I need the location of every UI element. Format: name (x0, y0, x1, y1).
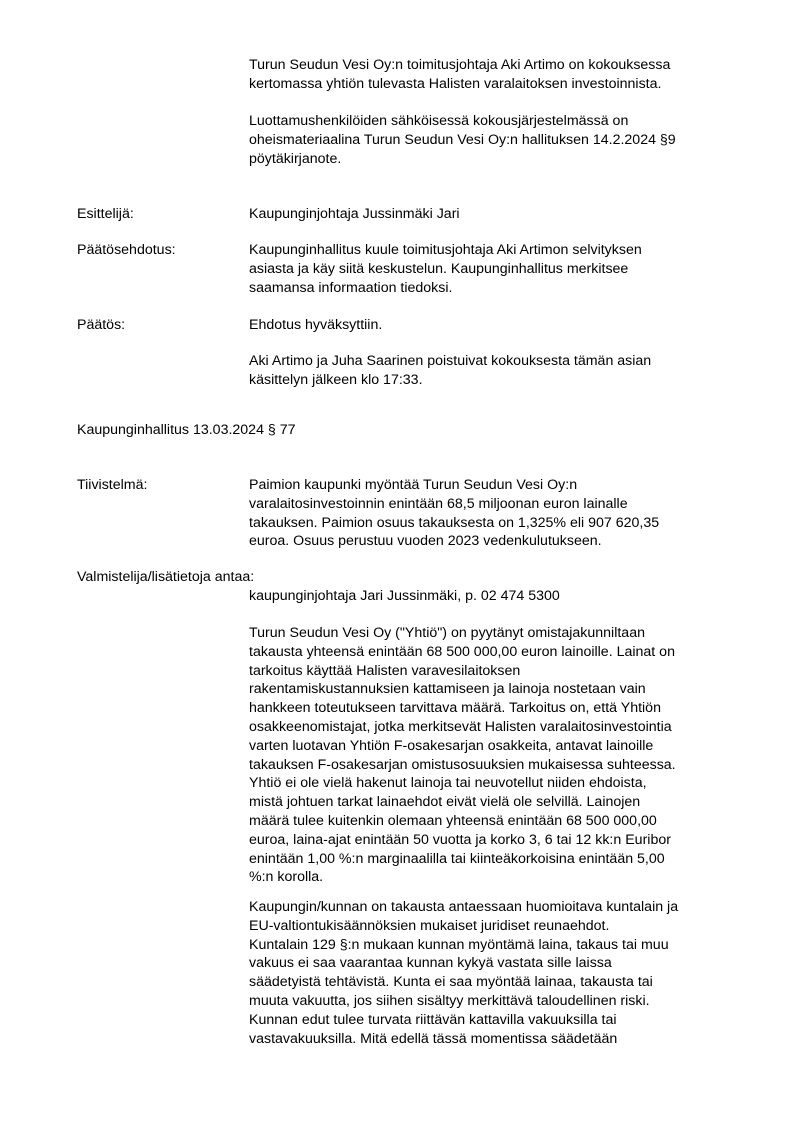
text-line: vakuus ei saa vaarantaa kunnan kykyä vastata sille laissa (249, 955, 612, 972)
text-line: EU-valtiontukisäännöksien mukaiset juridiset reunaehdot. (249, 917, 610, 934)
text-line: Kuntalain 129 §:n mukaan kunnan myöntämä laina, takaus tai muu (249, 936, 669, 953)
valmistelija-value (249, 587, 744, 606)
text-line: vastavakuuksilla. Mitä edellä tässä momentissa säädetään (249, 1030, 618, 1047)
paatos-label: Päätös: (77, 317, 126, 333)
text-line: Kaupungin/kunnan on takausta antaessaan huomioitava kuntalain ja (249, 899, 679, 915)
text-line: takauksen F-osakesarjan omistusosuuksien mukaisessa suhteessa. (249, 756, 676, 773)
esittelija-value (249, 205, 744, 224)
text-line: Kaupunginhallitus kuule toimitusjohtaja Aki Artimon selvityksen (249, 242, 642, 258)
text-line: Aki Artimo ja Juha Saarinen poistuivat kokouksesta tämän asian (249, 353, 652, 369)
text-line: enintään 1,00 %:n marginaalilla tai kiinteäkorkoisina enintään 5,00 (249, 850, 665, 867)
text-line: asiasta ja käy siitä keskustelun. Kaupunginhallitus merkitsee (249, 260, 629, 277)
tiivistelma-label: Tiivistelmä: (77, 477, 148, 493)
paatos-text (249, 316, 744, 335)
text-line: tarkoitus käyttää Halisten varavesilaitoksen (249, 662, 521, 679)
text-line: mistä johtuen tarkat lainaehdot eivät vielä ole selvillä. Lainojen (249, 794, 641, 811)
text-line: saamansa informaation tiedoksi. (249, 279, 453, 296)
intro-paragraph-1 (249, 56, 744, 94)
text-line: %:n korolla. (249, 869, 324, 886)
text-line: takausta yhteensä enintään 68 500 000,00 euron lainoille. Lainat on (249, 643, 675, 660)
text-line: rakentamiskustannuksien kattamiseen ja lainoja nostetaan vain (249, 681, 646, 698)
text-line: Turun Seudun Vesi Oy:n toimitusjohtaja Aki Artimo on kokouksessa (249, 57, 671, 73)
text-line: kaupunginjohtaja Jari Jussinmäki, p. 02 474 5300 (249, 588, 560, 604)
text-line: Ehdotus hyväksyttiin. (249, 317, 383, 333)
text-line: Paimion kaupunki myöntää Turun Seudun Vesi Oy:n (249, 477, 578, 493)
body-paragraph-1 (249, 624, 744, 887)
paatosehdotus-label: Päätösehdotus: (77, 242, 176, 258)
text-line: kertomassa yhtiön tulevasta Halisten varalaitoksen investoinnista. (249, 75, 662, 92)
text-line: varalaitosinvestoinnin enintään 68,5 miljoonan euron lainalle (249, 495, 628, 512)
text-line: Luottamushenkilöiden sähköisessä kokousjärjestelmässä on (249, 113, 629, 129)
valmistelija-label: Valmistelija/lisätietoja antaa: (77, 569, 255, 585)
text-line: osakkeenomistajat, jotka merkitsevät Halisten varalaitosinvestointia (249, 718, 672, 735)
text-line: euroa. Osuus perustuu vuoden 2023 vedenkulutukseen. (249, 533, 602, 550)
intro-paragraph-2 (249, 112, 744, 168)
text-line: Turun Seudun Vesi Oy ("Yhtiö") on pyytänyt omistajakunniltaan (249, 625, 645, 641)
text-line: Kaupunginjohtaja Jussinmäki Jari (249, 206, 460, 222)
paatos-paragraph-2 (249, 352, 744, 390)
text-line: käsittelyn jälkeen klo 17:33. (249, 371, 423, 388)
text-line: takauksen. Paimion osuus takauksesta on 1,325% eli 907 620,35 (249, 514, 660, 531)
tiivistelma-text (249, 476, 744, 551)
text-line: euroa, laina-ajat enintään 50 vuotta ja korko 3, 6 tai 12 kk:n Euribor (249, 831, 671, 848)
text-line: määrä tulee kuitenkin olemaan yhteensä enintään 68 500 000,00 (249, 812, 657, 829)
paatosehdotus-text (249, 241, 744, 297)
section-header: Kaupunginhallitus 13.03.2024 § 77 (77, 422, 296, 438)
text-line: muuta vakuutta, jos siihen sisältyy merkittävä taloudellinen riski. (249, 992, 650, 1009)
body-paragraph-2 (249, 898, 744, 1048)
text-line: hankkeen toteutukseen tarvittava määrä. Tarkoitus on, että Yhtiön (249, 700, 661, 717)
text-line: säädetyistä tehtävistä. Kunta ei saa myöntää lainaa, takausta tai (249, 974, 653, 991)
text-line: pöytäkirjanote. (249, 150, 342, 167)
text-line: Kunnan edut tulee turvata riittävän kattavilla vakuuksilla tai (249, 1011, 617, 1028)
esittelija-label: Esittelijä: (77, 206, 134, 222)
text-line: varten luotavan Yhtiön F-osakesarjan osakkeita, antavat lainoille (249, 737, 654, 754)
text-line: Yhtiö ei ole vielä hakenut lainoja tai neuvotellut niiden ehdoista, (249, 775, 647, 792)
text-line: oheismateriaalina Turun Seudun Vesi Oy:n hallituksen 14.2.2024 §9 (249, 131, 676, 148)
